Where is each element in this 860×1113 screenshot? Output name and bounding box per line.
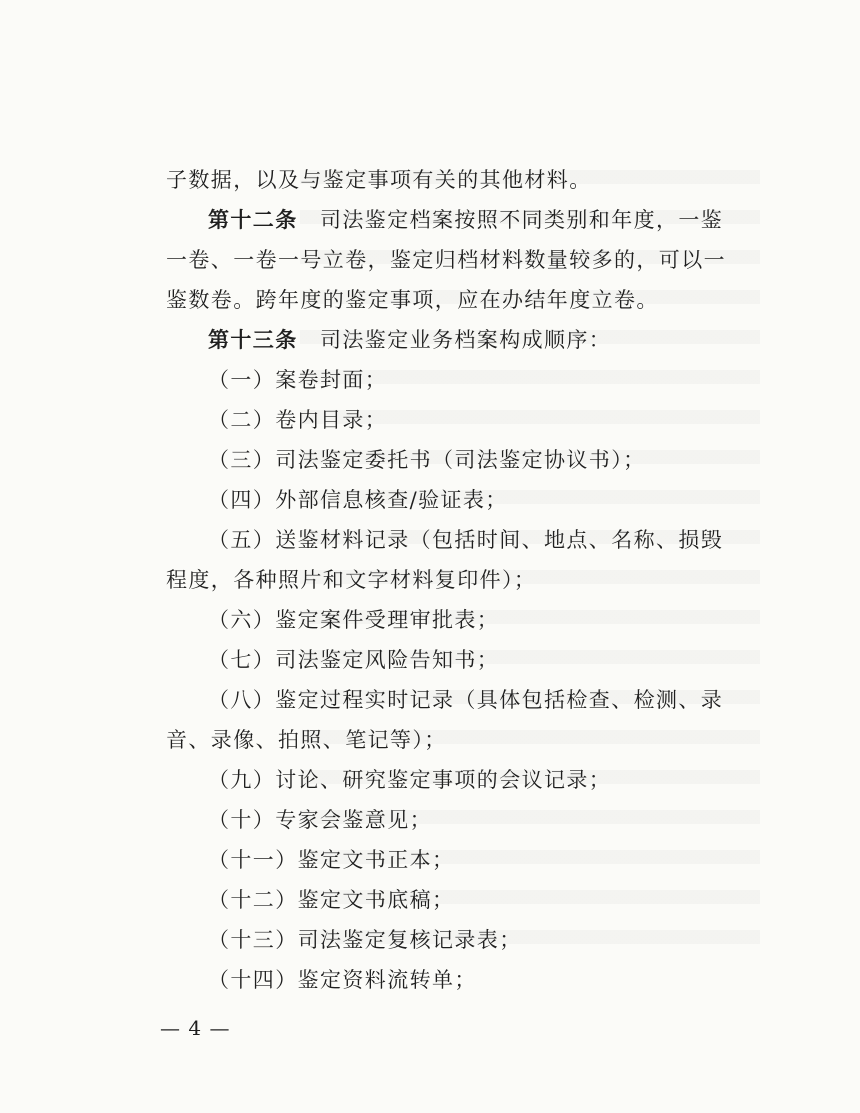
list-item-text: （八）鉴定过程实时记录（具体包括检查、检测、录音、录像、拍照、笔记等）；: [166, 688, 724, 752]
list-item: [166, 520, 726, 600]
list-item-text: （十二）鉴定文书底稿；: [208, 888, 455, 912]
paragraph-text: 子数据，以及与鉴定事项有关的其他材料。: [166, 168, 592, 192]
article-12: [166, 200, 726, 320]
list-item-text: （七）司法鉴定风险告知书；: [208, 648, 500, 672]
paragraph-continuation: [166, 160, 726, 200]
article-title: 第十三条: [208, 327, 298, 352]
list-item-text: （十三）司法鉴定复核记录表；: [208, 928, 522, 952]
document-body: [166, 160, 726, 1000]
list-item-text: （三）司法鉴定委托书（司法鉴定协议书）；: [208, 448, 646, 472]
page-number: — 4 —: [160, 1016, 231, 1040]
list-item-text: （四）外部信息核查/验证表；: [208, 488, 508, 512]
list-item: [166, 360, 726, 400]
list-item: [166, 480, 726, 520]
list-item-text: （九）讨论、研究鉴定事项的会议记录；: [208, 768, 612, 792]
list-item: [166, 640, 726, 680]
list-item-text: （十四）鉴定资料流转单；: [208, 968, 477, 992]
list-item: [166, 440, 726, 480]
list-item: [166, 880, 726, 920]
list-item-text: （六）鉴定案件受理审批表；: [208, 608, 500, 632]
article-13: [166, 320, 726, 360]
list-item-text: （五）送鉴材料记录（包括时间、地点、名称、损毁程度，各种照片和文字材料复印件）；: [166, 528, 724, 592]
list-item: [166, 920, 726, 960]
list-item: [166, 680, 726, 760]
paragraph-text: 司法鉴定业务档案构成顺序：: [297, 328, 612, 352]
list-item: [166, 960, 726, 1000]
list-item: [166, 800, 726, 840]
list-item-text: （十）专家会鉴意见；: [208, 808, 432, 832]
list-item: [166, 600, 726, 640]
list-item-text: （一）案卷封面；: [208, 368, 388, 392]
list-item: [166, 840, 726, 880]
list-item: [166, 400, 726, 440]
list-item-text: （二）卷内目录；: [208, 408, 388, 432]
list-item-text: （十一）鉴定文书正本；: [208, 848, 455, 872]
article-title: 第十二条: [208, 207, 298, 232]
paragraph-text: 司法鉴定档案按照不同类别和年度，一鉴一卷、一卷一号立卷，鉴定归档材料数量较多的，可以一鉴数卷。跨年度的鉴定事项，应在办结年度立卷。: [166, 208, 726, 312]
list-item: [166, 760, 726, 800]
